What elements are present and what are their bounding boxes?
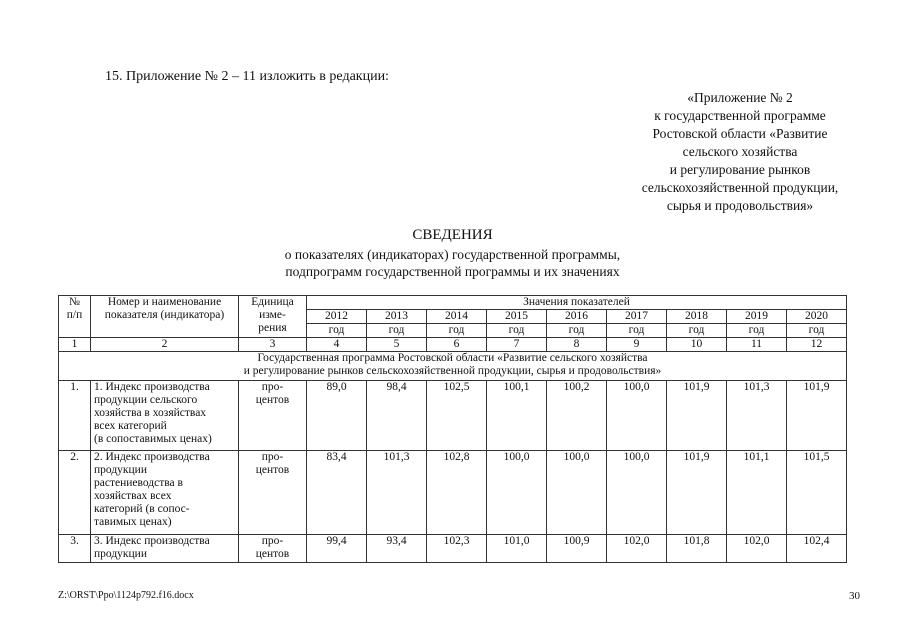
program-title-line: Государственная программа Ростовской области «Развитие сельского хозяйства — [257, 352, 648, 364]
annex-line: Ростовской области «Развитие — [652, 126, 828, 141]
value-cell: 101,8 — [667, 535, 727, 563]
header-year-suffix: год — [367, 324, 427, 338]
column-number: 2 — [91, 338, 239, 352]
header-year: 2017 — [607, 310, 667, 324]
annex-line: сырья и продовольствия» — [666, 198, 814, 213]
column-number: 8 — [547, 338, 607, 352]
value-cell: 101,3 — [727, 381, 787, 451]
header-year: 2016 — [547, 310, 607, 324]
unit: про- центов — [239, 535, 307, 563]
annex-note — [620, 89, 860, 215]
column-number: 11 — [727, 338, 787, 352]
header-year: 2012 — [307, 310, 367, 324]
value-cell: 100,1 — [487, 381, 547, 451]
header-year-suffix: год — [427, 324, 487, 338]
value-cell: 101,3 — [367, 451, 427, 535]
row-number: 2. — [59, 451, 91, 535]
row-number: 3. — [59, 535, 91, 563]
page-number: 30 — [849, 590, 860, 602]
annex-line: сельскохозяйственной продукции, — [641, 180, 839, 195]
value-cell: 100,0 — [547, 451, 607, 535]
header-year-suffix: год — [487, 324, 547, 338]
indicator-name: 1. Индекс производства продукции сельского хозяйства в хозяйствах всех категорий (в сопоставимых ценах) — [91, 381, 239, 451]
column-number: 7 — [487, 338, 547, 352]
indicator-name: 2. Индекс производства продукции растениеводства в хозяйствах всех категорий (в сопос- тавимых ценах) — [91, 451, 239, 535]
document-subtitle-line2: подпрограмм государственной программы и их значениях — [285, 264, 620, 279]
annex-line: и регулирование рынков — [669, 162, 811, 177]
value-cell: 101,0 — [487, 535, 547, 563]
header-year-suffix: год — [727, 324, 787, 338]
value-cell: 99,4 — [307, 535, 367, 563]
header-number: № п/п — [59, 296, 91, 338]
value-cell: 100,0 — [607, 381, 667, 451]
column-number: 6 — [427, 338, 487, 352]
value-cell: 83,4 — [307, 451, 367, 535]
header-indicator-name: Номер и наименование показателя (индикатора) — [91, 296, 239, 338]
column-number: 3 — [239, 338, 307, 352]
program-title-row — [59, 352, 847, 381]
value-cell: 101,1 — [727, 451, 787, 535]
header-year-suffix: год — [667, 324, 727, 338]
footer-file-path: Z:\ORST\Ppo\1124p792.f16.docx — [58, 590, 194, 601]
value-cell: 98,4 — [367, 381, 427, 451]
value-cell: 102,5 — [427, 381, 487, 451]
value-cell: 100,0 — [487, 451, 547, 535]
indicator-name: 3. Индекс производства продукции — [91, 535, 239, 563]
annex-line: «Приложение № 2 — [687, 90, 793, 105]
annex-line: к государственной программе — [654, 108, 826, 123]
header-year-suffix: год — [547, 324, 607, 338]
value-cell: 102,0 — [727, 535, 787, 563]
program-title-line: и регулирование рынков сельскохозяйственной продукции, сырья и продовольствия» — [243, 365, 662, 377]
header-unit: Единица изме- рения — [239, 296, 307, 338]
value-cell: 101,9 — [787, 381, 847, 451]
column-number: 9 — [607, 338, 667, 352]
value-cell: 102,0 — [607, 535, 667, 563]
column-number: 12 — [787, 338, 847, 352]
value-cell: 101,5 — [787, 451, 847, 535]
unit: про- центов — [239, 451, 307, 535]
header-year: 2018 — [667, 310, 727, 324]
header-year: 2015 — [487, 310, 547, 324]
header-year-suffix: год — [607, 324, 667, 338]
value-cell: 100,0 — [607, 451, 667, 535]
header-year: 2014 — [427, 310, 487, 324]
value-cell: 100,2 — [547, 381, 607, 451]
annex-line: сельского хозяйства — [682, 144, 798, 159]
header-year: 2013 — [367, 310, 427, 324]
header-year: 2019 — [727, 310, 787, 324]
header-year: 2020 — [787, 310, 847, 324]
table-row — [59, 381, 847, 451]
document-subtitle-line1: о показателях (индикаторах) государственной программы, — [284, 247, 621, 262]
value-cell: 89,0 — [307, 381, 367, 451]
indicators-table — [58, 295, 847, 563]
header-values: Значения показателей — [307, 296, 847, 310]
column-number: 10 — [667, 338, 727, 352]
column-number: 5 — [367, 338, 427, 352]
column-number: 1 — [59, 338, 91, 352]
table-row — [59, 451, 847, 535]
value-cell: 102,4 — [787, 535, 847, 563]
header-year-suffix: год — [787, 324, 847, 338]
header-year-suffix: год — [307, 324, 367, 338]
table-row — [59, 535, 847, 563]
column-number: 4 — [307, 338, 367, 352]
value-cell: 93,4 — [367, 535, 427, 563]
document-title: СВЕДЕНИЯ — [412, 227, 493, 243]
intro-text: 15. Приложение № 2 – 11 изложить в редакции: — [105, 69, 389, 84]
value-cell: 100,9 — [547, 535, 607, 563]
row-number: 1. — [59, 381, 91, 451]
unit: про- центов — [239, 381, 307, 451]
value-cell: 101,9 — [667, 451, 727, 535]
value-cell: 102,8 — [427, 451, 487, 535]
value-cell: 102,3 — [427, 535, 487, 563]
value-cell: 101,9 — [667, 381, 727, 451]
